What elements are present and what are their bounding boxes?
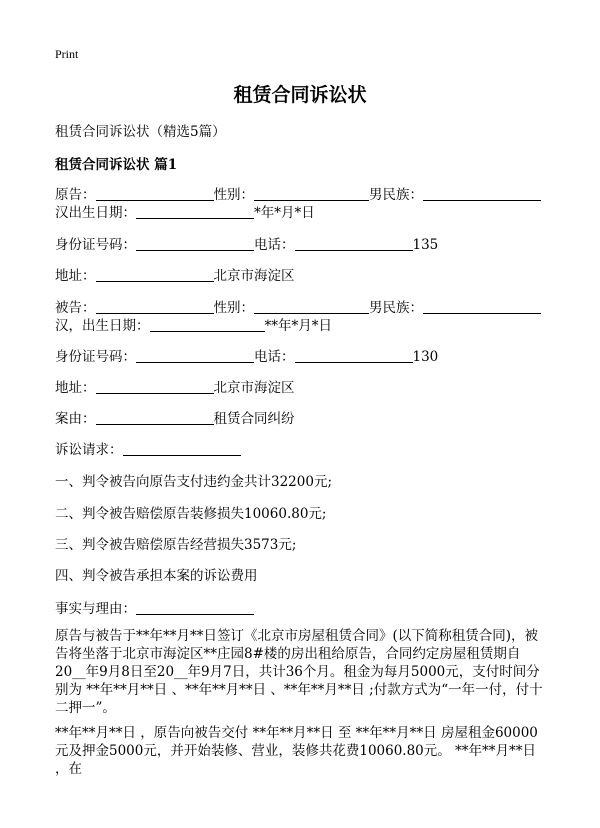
defendant-id-line: [55, 345, 438, 365]
defendant-address-line: [55, 376, 295, 396]
facts-label: 事实与理由：: [55, 601, 136, 617]
plaintiff-id-line: [55, 233, 438, 253]
defendant-address-value: 北京市海淀区: [213, 380, 295, 396]
defendant-gender-label: 性别：: [213, 300, 254, 316]
document-title: 租赁合同诉讼状: [233, 84, 367, 106]
facts-line: [55, 597, 254, 617]
claim-item: 二、判令被告赔偿原告装修损失10060.80元;: [55, 506, 327, 522]
defendant-ethnicity-label: 男民族：: [369, 300, 423, 316]
case-blank: [96, 410, 214, 425]
plaintiff-address-label: 地址：: [55, 268, 96, 284]
defendant-line: [55, 296, 541, 316]
defendant-name-blank: [96, 299, 214, 314]
case-line: [55, 407, 295, 427]
defendant-gender-blank: [254, 299, 369, 314]
case-label: 案由：: [55, 411, 96, 427]
plaintiff-address-line: [55, 264, 295, 284]
plaintiff-ethnicity-label: 男民族：: [369, 187, 423, 203]
defendant-id-label: 身份证号码：: [55, 349, 136, 365]
claim-item: 三、判令被告赔偿原告经营损失3573元;: [55, 537, 297, 553]
claim-item: 一、判令被告向原告支付违约金共计32200元;: [55, 474, 332, 490]
plaintiff-address-value: 北京市海淀区: [213, 268, 295, 284]
plaintiff-gender-label: 性别：: [213, 187, 254, 203]
facts-paragraph: **年**月**日 ，原告向被告交付 **年**月**日 至 **年**月**日 房屋租金60000元及押金5000元，并开始装修、营业，装修共花费10060.80元。 **年**月**日 ，在: [55, 725, 538, 777]
defendant-birth-line: [55, 314, 332, 334]
document-subtitle: 租赁合同诉讼状（精选5篇）: [55, 124, 226, 140]
defendant-id-blank: [136, 348, 254, 363]
plaintiff-name-blank: [96, 186, 214, 201]
claim-item: 四、判令被告承担本案的诉讼费用: [55, 568, 258, 584]
plaintiff-phone-label: 电话：: [254, 237, 295, 253]
claims-line: [55, 438, 241, 458]
print-link[interactable]: Print: [55, 47, 79, 61]
plaintiff-gender-blank: [254, 186, 369, 201]
plaintiff-ethnicity-blank: [423, 186, 541, 201]
claims-label: 诉讼请求：: [55, 442, 123, 458]
case-value: 租赁合同纠纷: [213, 411, 295, 427]
plaintiff-address-blank: [96, 267, 214, 282]
plaintiff-birth-value: *年*月*日: [254, 205, 315, 221]
plaintiff-line: [55, 183, 541, 203]
facts-blank: [136, 600, 254, 615]
defendant-phone-blank: [295, 348, 413, 363]
defendant-birth-prefix: 汉，出生日期：: [55, 318, 150, 334]
defendant-phone-label: 电话：: [254, 349, 295, 365]
defendant-phone-value: 130: [412, 349, 439, 365]
plaintiff-birth-blank: [136, 204, 254, 219]
defendant-address-label: 地址：: [55, 380, 96, 396]
facts-paragraph: 原告与被告于**年**月**日签订《北京市房屋租赁合同》(以下简称租赁合同)，被告将坐落于北京市海淀区**庄园8#楼的房出租给原告，合同约定房屋租赁期自20__年9月8日至20__年9月7日，共计36个月。租金为每月5000元，支付时间分别为 **年**月**日 、**年**月**日 、**年**月**日 ;付款方式为“一年一付，付十二押一”。: [55, 628, 543, 716]
claims-blank: [123, 441, 241, 456]
plaintiff-phone-value: 135: [412, 237, 439, 253]
plaintiff-birth-prefix: 汉出生日期：: [55, 205, 136, 221]
plaintiff-label: 原告：: [55, 187, 96, 203]
defendant-birth-value: **年*月*日: [264, 318, 332, 334]
plaintiff-birth-line: [55, 201, 315, 221]
defendant-ethnicity-blank: [423, 299, 541, 314]
plaintiff-id-label: 身份证号码：: [55, 237, 136, 253]
plaintiff-id-blank: [136, 236, 254, 251]
defendant-birth-blank: [150, 317, 265, 332]
plaintiff-phone-blank: [295, 236, 413, 251]
defendant-address-blank: [96, 379, 214, 394]
defendant-label: 被告：: [55, 300, 96, 316]
section-title: 租赁合同诉讼状 篇1: [55, 157, 178, 173]
